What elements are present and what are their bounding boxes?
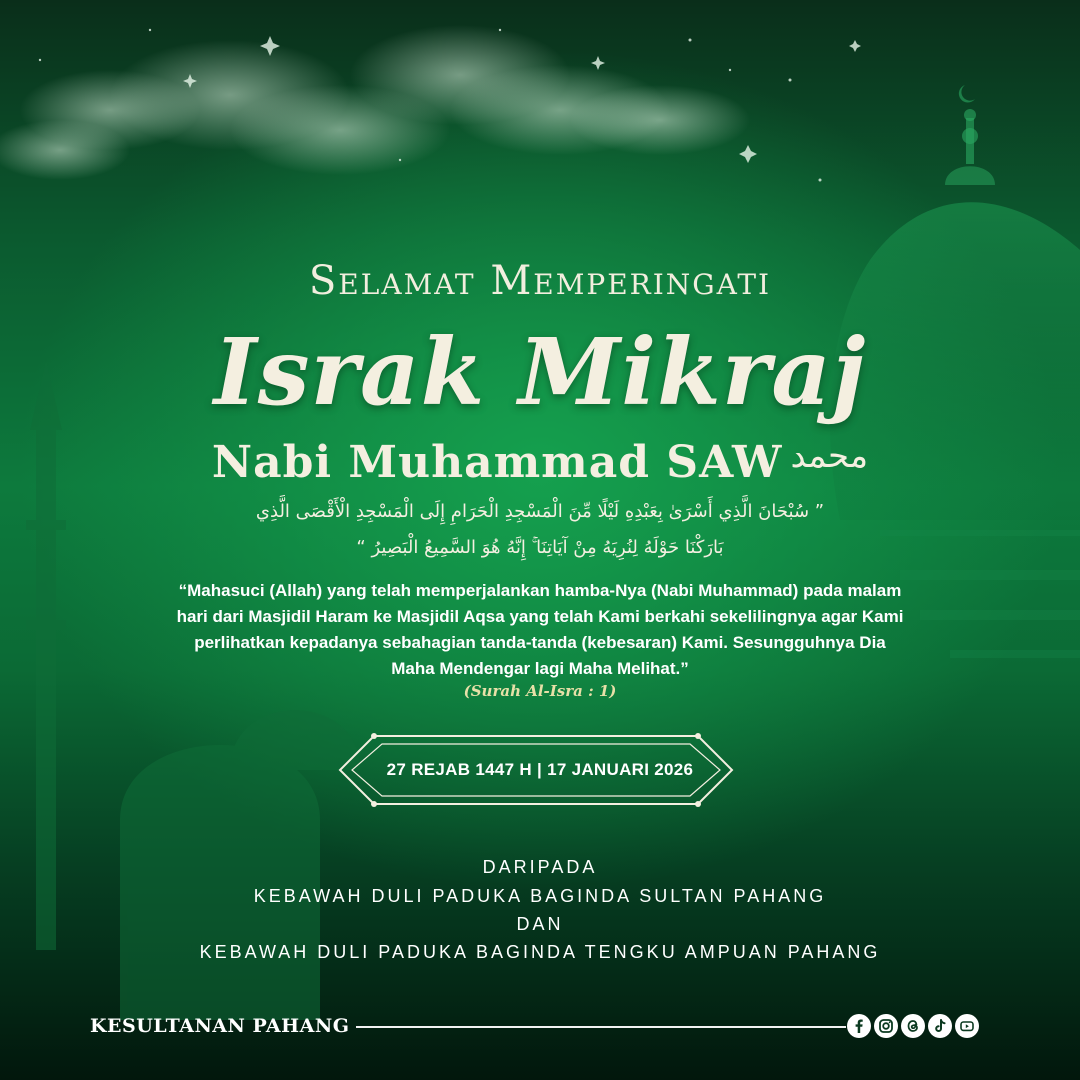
from-label: DARIPADA — [482, 857, 598, 877]
social-icons — [847, 1014, 979, 1040]
verse-translation — [140, 578, 940, 682]
translation-line: perlihatkan kepadanya sebahagian tanda-tanda (kebesaran) Kami. Sesungguhnya Dia — [194, 633, 886, 652]
brand-divider — [356, 1026, 846, 1028]
arabic-verse-line: بَارَكْنَا حَوْلَهُ لِنُرِيَهُ مِنْ آيَاتِنَا ۚ إِنَّهُ هُوَ السَّمِيعُ الْبَصِيرُ “ — [356, 537, 724, 558]
arabic-verse — [0, 494, 1080, 566]
facebook-icon[interactable] — [847, 1014, 871, 1038]
threads-icon[interactable] — [901, 1014, 925, 1038]
sender-sultan: KEBAWAH DULI PADUKA BAGINDA SULTAN PAHANG — [253, 886, 827, 906]
translation-line: hari dari Masjidil Haram ke Masjidil Aqsa yang telah Kami berkahi sekelilingnya agar Kami — [176, 607, 904, 626]
sender-tengku-ampuan: KEBAWAH DULI PADUKA BAGINDA TENGKU AMPUAN PAHANG — [199, 942, 881, 962]
translation-line: Maha Mendengar lagi Maha Melihat.” — [391, 659, 689, 678]
verse-citation: (Surah Al-Isra : 1) — [463, 682, 617, 700]
translation-line: “Mahasuci (Allah) yang telah memperjalankan hamba-Nya (Nabi Muhammad) pada malam — [178, 581, 902, 600]
brand-name: KESULTANAN PAHANG — [90, 1015, 350, 1037]
youtube-icon[interactable] — [955, 1014, 979, 1038]
sender-conjunction: DAN — [516, 914, 564, 934]
event-date: 27 REJAB 1447 H | 17 JANUARI 2026 — [386, 760, 694, 779]
muhammad-calligraphy: محمد — [790, 436, 869, 476]
event-subtitle — [0, 436, 1080, 488]
greeting-text: Selamat Memperingati — [308, 258, 772, 304]
instagram-icon[interactable] — [874, 1014, 898, 1038]
arabic-verse-line: ” سُبْحَانَ الَّذِي أَسْرَىٰ بِعَبْدِهِ لَيْلًا مِّنَ الْمَسْجِدِ الْحَرَامِ إِلَى الْمَسْجِدِ الْأَقْصَى الَّذِي — [255, 501, 825, 522]
subtitle-text: Nabi Muhammad SAW — [211, 437, 783, 488]
clouds — [0, 25, 750, 180]
tiktok-icon[interactable] — [928, 1014, 952, 1038]
event-title: Israk Mikraj — [213, 318, 867, 426]
